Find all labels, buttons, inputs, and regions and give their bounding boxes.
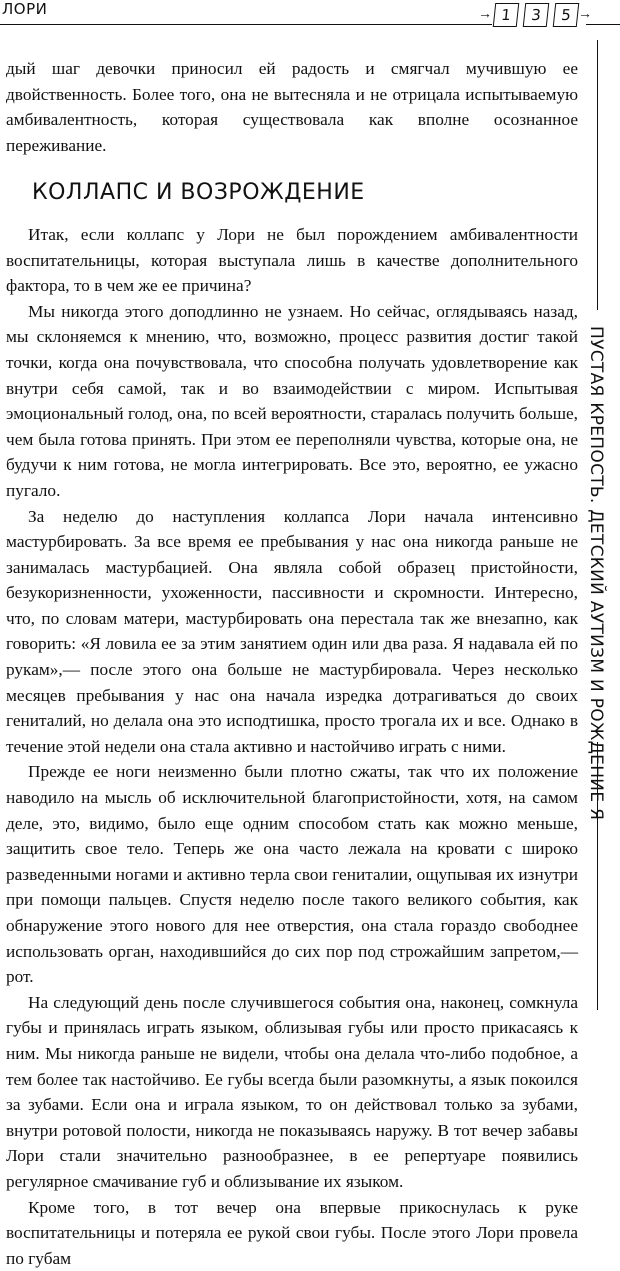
side-rule-bottom: [597, 742, 598, 1010]
arrow-right-icon: →: [578, 7, 592, 22]
header-rule: [0, 24, 492, 25]
running-head: ЛОРИ: [2, 0, 48, 18]
paragraph: Мы никогда этого доподлинно не узнаем. Но сейчас, оглядываясь назад, мы склоняемся к мнению, что, возможно, процесс развития достиг такой точки, когда она почувствовала, что способна получать удовлетворение как внутри себя самой, так и во взаимодействии с миром. Испытывая эмоциональный голод, она, по всей вероятности, старалась получить больше, чем была готова принять. При этом ее переполняли чувства, которые она, не будучи к ним готова, не могла интегрировать. Все это, вероятно, ее ужасно пугало.: [6, 301, 578, 500]
lead-paragraph: дый шаг девочки приносил ей радость и смягчал мучившую ее двойственность. Более того, она не вытесняла и не отрицала испытываемую амбивалентность, которая существовала как вполне осознанное переживание.: [6, 59, 578, 155]
paragraph: На следующий день после случившегося события она, наконец, сомкнула губы и принялась играть языком, облизывая губы или просто прикасаясь к ним. Мы никогда раньше не видели, чтобы она делала что-либо подобное, а тем более так настойчиво. Ее губы всегда были разомкнуты, а язык покоился за зубами. Если она и играла языком, то он действовал только за зубами, внутри ротовой полости, никогда не показываясь наружу. В тот вечер забавы Лори стали значительно разнообразнее, в ее репертуаре появились регулярное смачивание губ и облизывание их языком.: [6, 992, 578, 1191]
page-number-digit: 3: [523, 3, 550, 27]
header-rule-right: [586, 24, 620, 25]
page-number: [494, 2, 578, 28]
side-book-title: ПУСТАЯ КРЕПОСТЬ. ДЕТСКИЙ АУТИЗМ И РОЖДЕНИЕ Я: [586, 326, 606, 821]
arrow-left-icon: →: [478, 7, 492, 22]
side-rule-top: [597, 40, 598, 310]
paragraph: За неделю до наступления коллапса Лори начала интенсивно мастурбировать. За все время ее пребывания у нас она никогда раньше не занималась мастурбацией. Она являла собой образец пристойности, безукоризненности, ухоженности, пассивности и скромности. Интересно, что, по словам матери, мастурбировать она перестала так же внезапно, как говорить: «Я ловила ее за этим занятием один или два раза. Я надавала ей по рукам»,— после этого она больше не мастурбировала. Через несколько месяцев пребывания у нас она начала изредка дотрагиваться до своих гениталий, но делала она это исподтишка, просто трогала их и все. Однако в течение этой недели она стала активно и настойчиво играть с ними.: [6, 506, 578, 756]
section-heading: КОЛЛАПС И ВОЗРОЖДЕНИЕ: [32, 180, 365, 206]
page-number-digit: 1: [493, 3, 520, 27]
body-text: [6, 56, 578, 1271]
paragraph: Кроме того, в тот вечер она впервые прикоснулась к руке воспитательницы и потеряла ее рукой свои губы. После этого Лори провела по губам: [6, 1197, 578, 1268]
page-number-digit: 5: [553, 3, 580, 27]
paragraph: Прежде ее ноги неизменно были плотно сжаты, так что их положение наводило на мысль об исключительной благопристойности, хотя, на самом деле, это, видимо, было еще одним способом стать как можно меньше, защитить свое тело. Теперь же она часто лежала на кровати с широко разведенными ногами и активно терла свои гениталии, ощупывая их изнутри при помощи пальцев. Спустя неделю после такого великого события, как обнаружение этого нового для нее отверстия, она стала гораздо свободнее использовать орган, находившийся до сих пор под строжайшим запретом,— рот.: [6, 762, 578, 987]
paragraph: Итак, если коллапс у Лори не был порождением амбивалентности воспитательницы, которая выступала лишь в качестве дополнительного фактора, то в чем же ее причина?: [6, 224, 578, 296]
